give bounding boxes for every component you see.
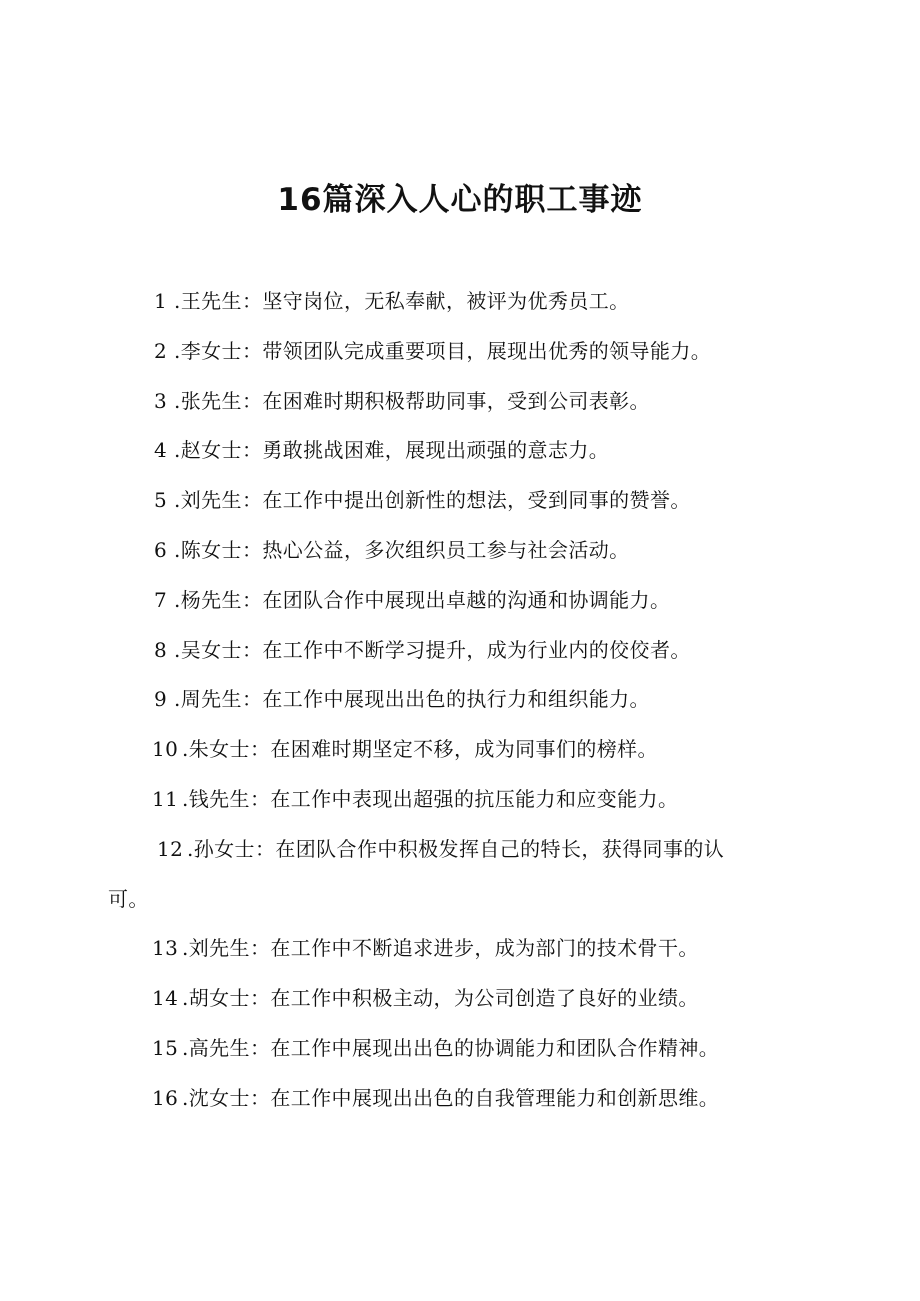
list-item: [0, 377, 920, 427]
list-item: [0, 426, 920, 476]
list-item: [0, 725, 920, 775]
entry-continuation: 可。: [108, 886, 149, 911]
entry-text: .王先生：坚守岗位，无私奉献，被评为优秀员工。: [174, 289, 630, 313]
entry-number: 7: [154, 587, 168, 612]
document-title: 16篇深入人心的职工事迹: [277, 182, 643, 218]
entry-number: 3: [154, 388, 168, 413]
entry-number: 11: [152, 786, 179, 811]
list-item: [0, 526, 920, 576]
entry-text: .陈女士：热心公益，多次组织员工参与社会活动。: [174, 537, 630, 562]
entry-text: .赵女士：勇敢挑战困难，展现出顽强的意志力。: [174, 438, 610, 463]
entry-text: .张先生：在困难时期积极帮助同事，受到公司表彰。: [174, 388, 650, 413]
entry-text: .朱女士：在困难时期坚定不移，成为同事们的榜样。: [182, 737, 658, 762]
list-item: [0, 476, 920, 526]
entry-text: .高先生：在工作中展现出出色的协调能力和团队合作精神。: [182, 1035, 720, 1060]
entry-text: .沈女士：在工作中展现出出色的自我管理能力和创新思维。: [182, 1085, 720, 1110]
entry-text: .刘先生：在工作中提出创新性的想法，受到同事的赞誉。: [174, 488, 691, 513]
list-item: [0, 1024, 920, 1074]
entry-text: .吴女士：在工作中不断学习提升，成为行业内的佼佼者。: [174, 637, 691, 662]
entry-number: 10: [152, 737, 179, 762]
entry-number: 16: [152, 1085, 179, 1110]
list-item: [0, 277, 920, 327]
entry-number: 9: [154, 687, 168, 712]
entry-text: .刘先生：在工作中不断追求进步，成为部门的技术骨干。: [182, 936, 699, 961]
entry-number: 1: [154, 289, 168, 313]
entry-number: 6: [154, 537, 168, 562]
list-item: [0, 924, 920, 974]
entry-number: 15: [152, 1035, 179, 1060]
entry-text: .周先生：在工作中展现出出色的执行力和组织能力。: [174, 687, 650, 712]
entry-number: 12: [157, 836, 184, 861]
entry-number: 13: [152, 936, 179, 961]
list-item: [0, 825, 920, 925]
entry-list: [0, 277, 920, 1124]
list-item: [0, 576, 920, 626]
entry-number: 8: [154, 637, 168, 662]
entry-text: .胡女士：在工作中积极主动，为公司创造了良好的业绩。: [182, 986, 699, 1011]
list-item: [0, 775, 920, 825]
list-item: [0, 974, 920, 1024]
entry-number: 14: [152, 986, 179, 1011]
entry-text: .杨先生：在团队合作中展现出卓越的沟通和协调能力。: [174, 587, 671, 612]
entry-text: .钱先生：在工作中表现出超强的抗压能力和应变能力。: [182, 786, 679, 811]
list-item: [0, 327, 920, 377]
entry-first-line: [0, 825, 920, 875]
list-item: [0, 1074, 920, 1124]
entry-text: .李女士：带领团队完成重要项目，展现出优秀的领导能力。: [174, 338, 712, 363]
list-item: [0, 626, 920, 676]
list-item: [0, 675, 920, 725]
entry-text: .孙女士：在团队合作中积极发挥自己的特长，获得同事的认: [187, 836, 725, 861]
entry-number: 2: [154, 338, 168, 363]
entry-number: 4: [154, 438, 168, 463]
entry-number: 5: [154, 488, 168, 513]
